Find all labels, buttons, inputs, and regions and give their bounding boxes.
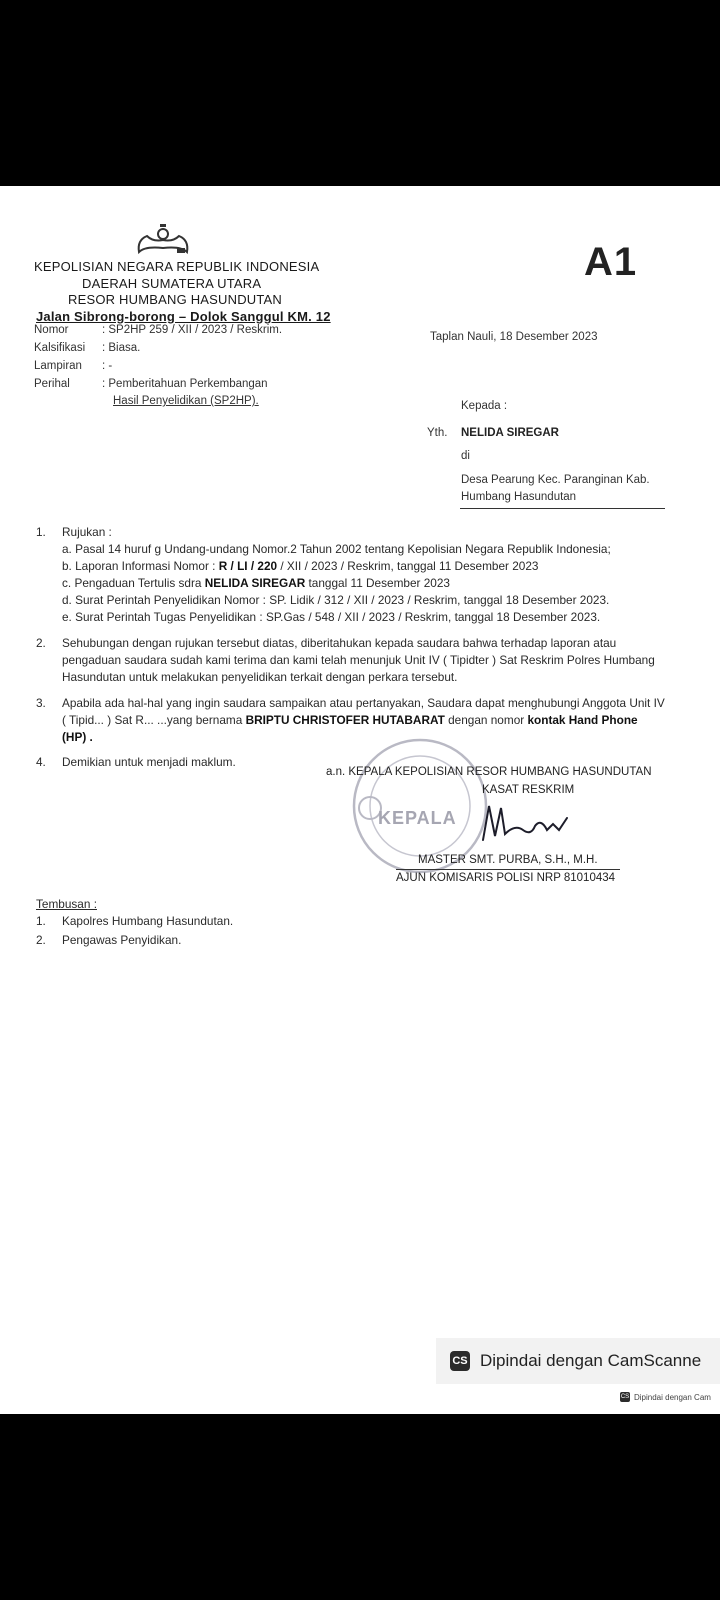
signature-on-behalf: a.n. KEPALA KEPOLISIAN RESOR HUMBANG HASUNDUTAN xyxy=(326,766,652,778)
item-4-number: 4. xyxy=(36,755,46,769)
perihal-label: Perihal xyxy=(34,378,70,390)
kepada-label: Kepada : xyxy=(461,400,508,412)
camscanner-small-logo-icon: CS xyxy=(620,1394,630,1400)
header-resort: RESOR HUMBANG HASUNDUTAN xyxy=(68,292,283,307)
item-3-line1: Apabila ada hal-hal yang ingin saudara sampaikan atau pertanyakan, Saudara dapat menghubungi Anggota Unit IV xyxy=(62,696,665,710)
item-2-line2: pengaduan saudara sudah kami terima dan kami telah menunjuk Unit IV ( Tipidter ) Sat Reskrim Polres Humbang xyxy=(62,653,655,667)
place-date: Taplan Nauli, 18 Desember 2023 xyxy=(430,331,598,343)
tembusan-1-text: Kapolres Humbang Hasundutan. xyxy=(62,914,234,928)
camscanner-logo-icon: CS xyxy=(450,1351,470,1371)
nomor-label: Nomor xyxy=(34,324,69,336)
rujukan-e: e. Surat Perintah Tugas Penyelidikan : SP.Gas / 548 / XII / 2023 / Reskrim, tanggal 18 Desember 2023. xyxy=(62,610,601,624)
recipient-di: di xyxy=(461,450,470,462)
header-region: DAERAH SUMATERA UTARA xyxy=(82,276,262,291)
perihal-value-line1: : Pemberitahuan Perkembangan xyxy=(102,378,268,390)
item-3-line3: (HP) . xyxy=(62,730,93,744)
signer-underline xyxy=(396,869,620,870)
header-address: Jalan Sibrong-borong – Dolok Sanggul KM. 12 xyxy=(36,309,331,324)
perihal-value-line2: Hasil Penyelidikan (SP2HP). xyxy=(113,395,259,407)
camscanner-text: Dipindai dengan CamScanne xyxy=(480,1351,702,1370)
police-emblem-icon xyxy=(133,222,193,258)
camscanner-small-text: Dipindai dengan Cam xyxy=(634,1392,711,1402)
handwritten-signature xyxy=(475,796,575,846)
rujukan-c: c. Pengaduan Tertulis sdra NELIDA SIREGAR tanggal 11 Desember 2023 xyxy=(62,576,450,590)
stamp-text: KEPALA xyxy=(378,808,457,828)
item-2-number: 2. xyxy=(36,636,46,650)
document-code: A1 xyxy=(584,240,638,284)
camscanner-watermark xyxy=(436,1338,720,1384)
scanned-letter-page xyxy=(0,186,720,1414)
recipient-address-line2: Humbang Hasundutan xyxy=(461,491,577,503)
lampiran-value: : - xyxy=(102,360,113,372)
signature-position: KASAT RESKRIM xyxy=(482,784,575,796)
recipient-name: NELIDA SIREGAR xyxy=(461,427,559,439)
rujukan-b: b. Laporan Informasi Nomor : R / LI / 220 / XII / 2023 / Reskrim, tanggal 11 Desember 2023 xyxy=(62,559,539,573)
tembusan-2-number: 2. xyxy=(36,933,46,947)
klasifikasi-value: : Biasa. xyxy=(102,342,141,354)
klasifikasi-label: Kalsifikasi xyxy=(34,342,86,354)
item-2-line3: Hasundutan untuk melakukan penyelidikan terkait dengan perkara tersebut. xyxy=(62,670,458,684)
lampiran-label: Lampiran xyxy=(34,360,82,372)
item-2-line1: Sehubungan dengan rujukan tersebut diatas, diberitahukan kepada saudara bahwa terhadap laporan atau xyxy=(62,636,617,650)
rujukan-a: a. Pasal 14 huruf g Undang-undang Nomor.2 Tahun 2002 tentang Kepolisian Negara Republik Indonesia; xyxy=(62,542,611,556)
signer-rank: AJUN KOMISARIS POLISI NRP 81010434 xyxy=(396,872,616,884)
yth-label: Yth. xyxy=(427,427,448,439)
signer-name: MASTER SMT. PURBA, S.H., M.H. xyxy=(418,854,598,866)
tembusan-1-number: 1. xyxy=(36,914,46,928)
rujukan-label: Rujukan : xyxy=(62,525,112,539)
recipient-underline xyxy=(460,508,665,509)
header-institution: KEPOLISIAN NEGARA REPUBLIK INDONESIA xyxy=(34,259,320,274)
item-3-number: 3. xyxy=(36,696,46,710)
tembusan-2-text: Pengawas Penyidikan. xyxy=(62,933,182,947)
item-4-text: Demikian untuk menjadi maklum. xyxy=(62,755,236,769)
recipient-address-line1: Desa Pearung Kec. Paranginan Kab. xyxy=(461,474,650,486)
item-3-line2: ( Tipid... ) Sat R... ...yang bernama BRIPTU CHRISTOFER HUTABARAT dengan nomor kontak Hand Phone xyxy=(62,713,638,727)
item-1-number: 1. xyxy=(36,525,46,539)
rujukan-d: d. Surat Perintah Penyelidikan Nomor : SP. Lidik / 312 / XII / 2023 / Reskrim, tanggal 18 Desember 2023. xyxy=(62,593,610,607)
nomor-value: : SP2HP 259 / XII / 2023 / Reskrim. xyxy=(102,324,283,336)
tembusan-label: Tembusan : xyxy=(36,897,97,911)
camscanner-small-watermark xyxy=(620,1392,711,1402)
